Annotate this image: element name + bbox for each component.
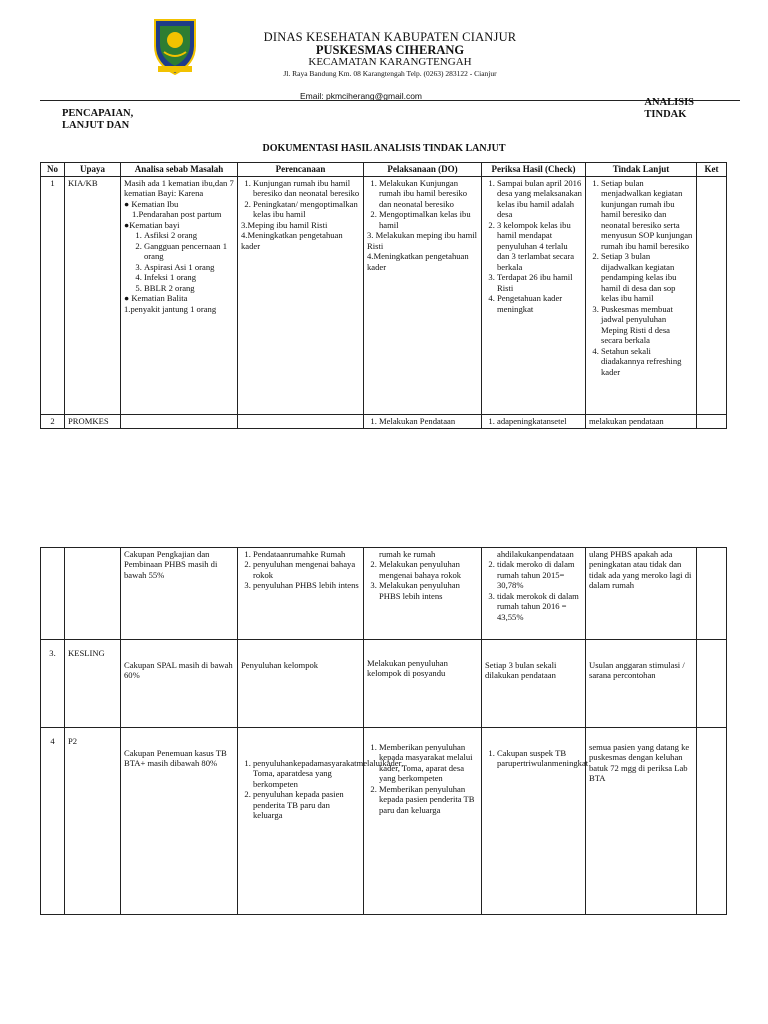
pelaksanaan-item-3: 3. Melakukan meping ibu hamil Risti	[367, 230, 478, 251]
header-perencanaan: Perencanaan	[238, 163, 364, 177]
list-item: 1. Asfiksi 2 orang	[144, 230, 234, 240]
header-email: Email: pkmciherang@gmail.com	[300, 91, 423, 101]
perencanaan-list	[241, 758, 404, 821]
row-upaya	[65, 548, 121, 640]
perencanaan-item-3: 3.Meping ibu hamil Risti	[241, 219, 328, 230]
row-perencanaan	[238, 176, 364, 414]
row-periksa: Setiap 3 bulan sekali dilakukan pendataan	[482, 640, 586, 728]
right-label-2: TINDAK	[644, 109, 687, 121]
row-perencanaan	[238, 414, 364, 428]
header-line-1: DINAS KESEHATAN KABUPATEN CIANJUR	[263, 30, 517, 44]
list-item: 1. Cakupan suspek TB parupertriwulanmeningkat	[497, 748, 582, 769]
list-item: 3. penyuluhan PHBS lebih intens	[253, 580, 360, 590]
pelaksanaan-list	[367, 178, 478, 230]
kematian-balita-heading: ● Kematian Balita	[124, 293, 188, 304]
row-no: 1	[41, 176, 65, 414]
perencanaan-list	[241, 178, 360, 220]
list-item: 1. Setiap bulan menjadwalkan kegiatan kunjungan rumah ibu hamil beresiko dan neonatal beresiko serta menyusun SOP kunjungan rumah ibu hamil beresiko	[601, 178, 693, 251]
list-item: 4. Pengetahuan kader meningkat	[497, 293, 582, 314]
list-item: 2. Gangguan pencernaan 1 orang	[144, 241, 234, 262]
row-analisa: Cakupan SPAL masih di bawah 60%	[121, 640, 238, 728]
list-item: 3. Terdapat 26 ibu hamil Risti	[497, 272, 582, 293]
row-pelaksanaan	[364, 176, 482, 414]
row-analisa	[121, 414, 238, 428]
header-tindak: Tindak Lanjut	[586, 163, 697, 177]
header-line-2: PUSKESMAS CIHERANG	[315, 43, 465, 57]
table-header-row	[41, 163, 727, 177]
row-no	[41, 548, 65, 640]
left-label-2: LANJUT DAN	[62, 120, 130, 132]
row-upaya: P2	[65, 728, 121, 915]
kematian-balita-item: 1.penyakit jantung 1 orang	[124, 303, 217, 314]
periksa-list	[485, 559, 582, 622]
row-ket	[697, 176, 727, 414]
row-upaya: KIA/KB	[65, 176, 121, 414]
row-upaya: PROMKES	[65, 414, 121, 428]
list-item: 1. Kunjungan rumah ibu hamil beresiko dan neonatal beresiko	[253, 178, 360, 199]
header-periksa: Periksa Hasil (Check)	[482, 163, 586, 177]
list-item: 1. Memberikan penyuluhan kepada masyarakat melalui kader, Toma, aparat desa yang berkompeten	[379, 742, 478, 784]
header-line-3: KECAMATAN KARANGTENGAH	[308, 56, 472, 68]
row-ket	[697, 728, 727, 915]
kematian-ibu-item: 1.Pendarahan post partum	[132, 209, 222, 220]
pelaksanaan-list	[367, 416, 478, 426]
row-analisa: Cakupan Penemuan kasus TB BTA+ masih dibawah 80%	[121, 728, 238, 915]
list-item: 2. penyuluhan mengenai bahaya rokok	[253, 559, 360, 580]
row-pelaksanaan: Melakukan penyuluhan kelompok di posyandu	[364, 640, 482, 728]
list-item: 2. Peningkatan/ mengoptimalkan kelas ibu hamil	[253, 199, 360, 220]
analysis-table-1	[40, 162, 727, 429]
row-tindak: melakukan pendataan	[586, 414, 697, 428]
list-item: 2. 3 kelompok kelas ibu hamil mendapat penyuluhan 4 terlalu dan 3 terlambat secara berkala	[497, 220, 582, 272]
row-periksa	[482, 176, 586, 414]
row-perencanaan	[238, 728, 404, 915]
pelaksanaan-item-4: 4.Meningkatkan pengetahuan kader	[367, 251, 469, 272]
list-item: 1. Melakukan Pendataan	[379, 416, 478, 426]
list-item: 1. Pendataanrumahke Rumah	[253, 549, 360, 559]
row-pelaksanaan	[364, 414, 482, 428]
kematian-bayi-heading: ●Kematian bayi	[124, 219, 180, 230]
list-item: 5. BBLR 2 orang	[144, 283, 234, 293]
header-pelaksanaan: Pelaksanaan (DO)	[364, 163, 482, 177]
list-item: 3. Aspirasi Asi 1 orang	[144, 262, 234, 272]
pelaksanaan-list	[367, 742, 478, 815]
list-item: 3. tidak merokok di dalam rumah tahun 2016 = 43,55%	[497, 591, 582, 622]
periksa-list	[485, 178, 582, 314]
header-analisa: Analisa sebab Masalah	[121, 163, 238, 177]
row-ket	[697, 640, 727, 728]
row-no: 2	[41, 414, 65, 428]
header-address: Jl. Raya Bandung Km. 08 Karangtengah Telp. (0263) 283122 - Cianjur	[283, 69, 497, 78]
kematian-bayi-text: Kematian bayi	[129, 219, 180, 230]
row-ket	[697, 548, 727, 640]
row-no: 3.	[41, 640, 65, 728]
analisa-intro: Masih ada 1 kematian ibu,dan 7 kematian Bayi: Karena	[124, 177, 234, 199]
table-row	[41, 640, 727, 728]
row-tindak	[586, 176, 697, 414]
list-item: 1. adapeningkatansetel	[497, 416, 582, 426]
row-pelaksanaan	[364, 728, 482, 915]
kematian-ibu-text: Kematian Ibu	[131, 198, 179, 209]
tindak-list	[589, 178, 693, 377]
perencanaan-item-4: 4.Meningkatkan pengetahuan kader	[241, 230, 343, 251]
document-title: DOKUMENTASI HASIL ANALISIS TINDAK LANJUT	[262, 143, 506, 154]
row-ket	[697, 414, 727, 428]
list-item: 4. Infeksi 1 orang	[144, 272, 234, 282]
list-item: 2. Melakukan penyuluhan mengenai bahaya rokok	[379, 559, 478, 580]
kematian-balita-text: Kematian Balita	[131, 293, 188, 304]
row-periksa	[482, 414, 586, 428]
periksa-list	[485, 748, 589, 769]
row-analisa: Cakupan Pengkajian dan Pembinaan PHBS masih di bawah 55%	[121, 548, 238, 640]
list-item: 2. Mengoptimalkan kelas ibu hamil	[379, 209, 478, 230]
row-periksa	[482, 728, 589, 915]
periksa-continued: ahdilakukanpendataan	[497, 549, 574, 559]
header-no: No	[41, 163, 65, 177]
pelaksanaan-continued: rumah ke rumah	[379, 549, 436, 559]
list-item: 2. Memberikan penyuluhan kepada pasien penderita TB paru dan keluarga	[379, 784, 478, 815]
list-item: 1. penyuluhankepadamasyarakatmelaluikader, Toma, aparatdesa yang berkompeten	[253, 758, 360, 789]
header-upaya: Upaya	[65, 163, 121, 177]
list-item: 1. Melakukan Kunjungan rumah ibu hamil beresiko dan neonatal beresiko	[379, 178, 478, 209]
right-label-1: ANALISIS	[644, 97, 694, 108]
list-item: 4. Setahun sekali diadakannya refreshing kader	[601, 346, 693, 377]
header-ket: Ket	[697, 163, 727, 177]
pelaksanaan-list	[367, 559, 478, 601]
row-no: 4	[41, 728, 65, 915]
row-tindak: Usulan anggaran stimulasi / sarana percontohan	[586, 640, 697, 728]
perencanaan-list	[241, 549, 360, 591]
header-divider	[40, 100, 740, 101]
kematian-ibu-heading: ● Kematian Ibu	[124, 198, 179, 209]
row-pelaksanaan	[364, 548, 482, 640]
kematian-bayi-list	[124, 230, 234, 293]
list-item: 2. penyuluhan kepada pasien penderita TB paru dan keluarga	[253, 789, 360, 820]
left-label	[62, 108, 133, 132]
table-row	[41, 728, 727, 915]
row-periksa	[482, 548, 586, 640]
row-upaya: KESLING	[65, 640, 121, 728]
table-row	[41, 176, 727, 414]
list-item: 2. tidak meroko di dalam rumah tahun 2015= 30,78%	[497, 559, 582, 590]
list-item: 1. Sampai bulan april 2016 desa yang melaksanakan kelas ibu hamil adalah desa	[497, 178, 582, 220]
analysis-table-2	[40, 547, 727, 915]
list-item: 3. Melakukan penyuluhan PHBS lebih intens	[379, 580, 478, 601]
periksa-list	[485, 416, 582, 426]
list-item: 2. Setiap 3 bulan dijadwalkan kegiatan pendamping kelas ibu hamil di desa dan sop kelas ibu hamil	[601, 251, 693, 303]
table-row	[41, 414, 727, 428]
row-perencanaan: Penyuluhan kelompok	[238, 640, 364, 728]
row-tindak: semua pasien yang datang ke puskesmas dengan keluhan batuk 72 mgg di periksa Lab BTA	[586, 728, 697, 915]
row-tindak: ulang PHBS apakah ada peningkatan atau tidak dan tidak ada yang meroko lagi di dalam rumah	[586, 548, 697, 640]
right-label	[644, 97, 694, 121]
row-analisa	[121, 176, 238, 414]
table-row	[41, 548, 727, 640]
left-label-1: PENCAPAIAN,	[62, 108, 134, 119]
row-perencanaan	[238, 548, 364, 640]
list-item: 3. Puskesmas membuat jadwal penyuluhan Meping Risti d desa secara berkala	[601, 304, 693, 346]
